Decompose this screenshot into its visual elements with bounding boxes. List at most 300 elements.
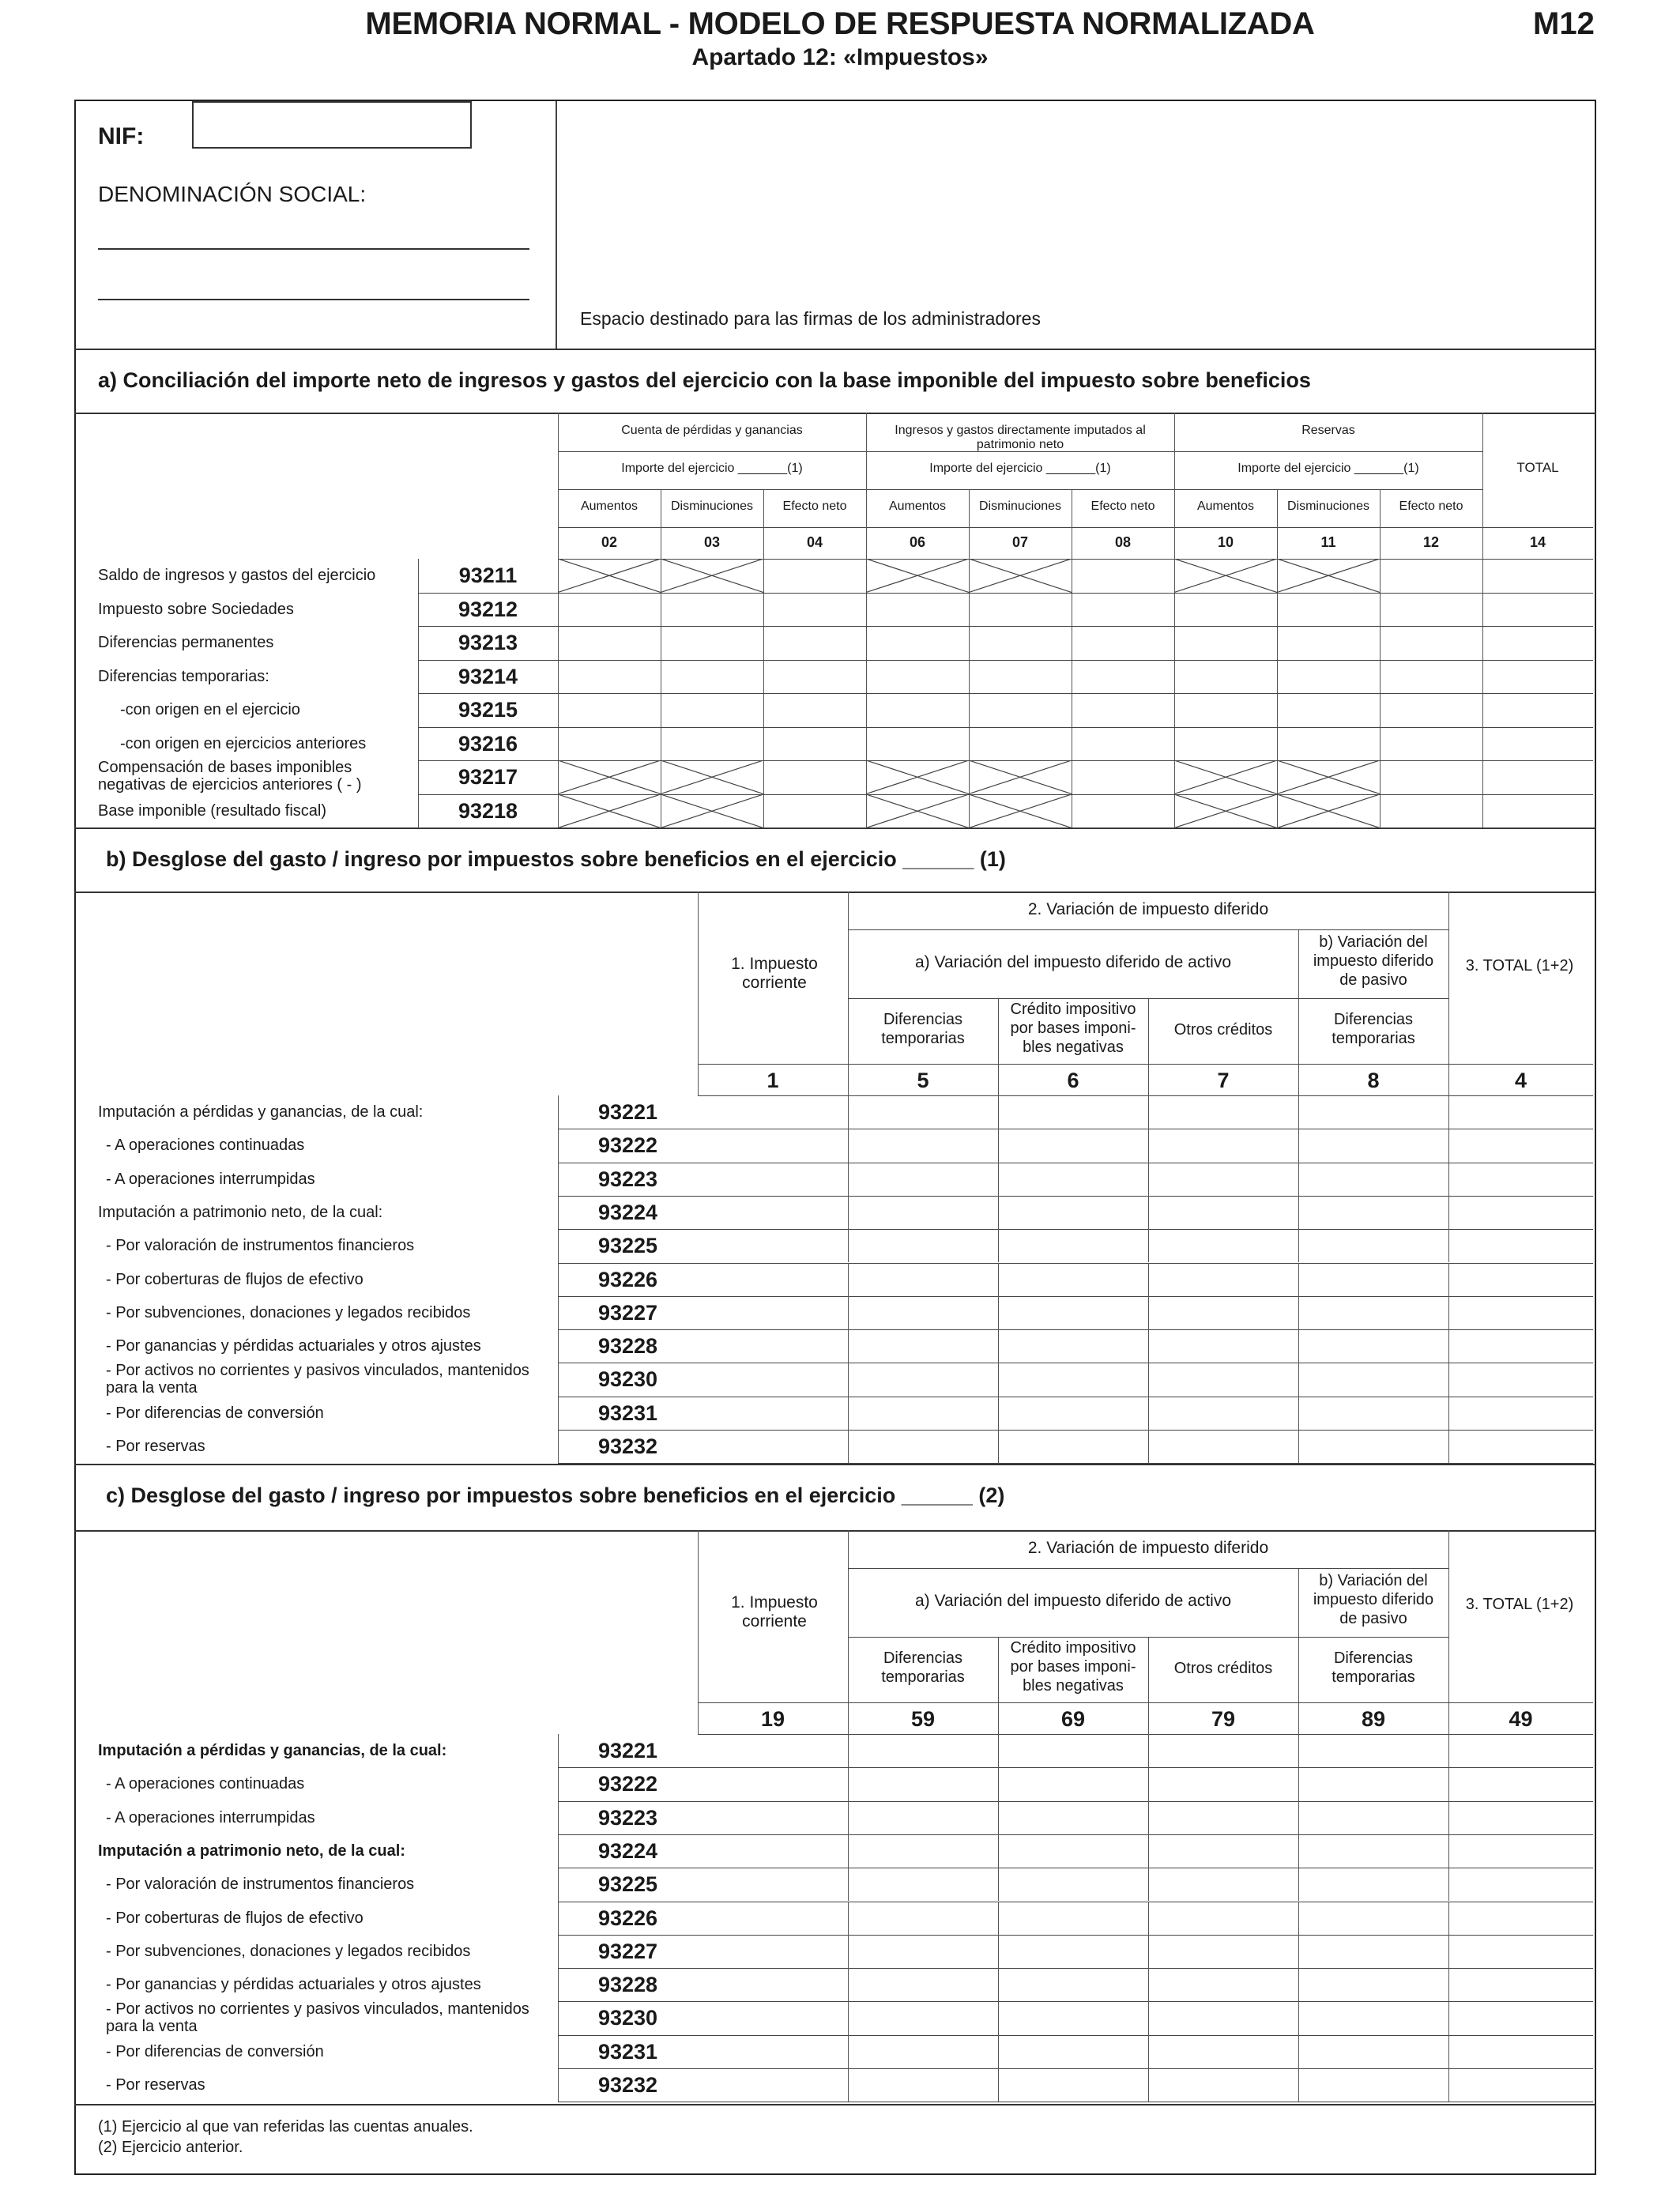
section_b-col-code: 6 (1067, 1069, 1079, 1092)
section_c-row-code: 93225 (597, 1872, 658, 1897)
amount-input[interactable] (1000, 1769, 1147, 1799)
amount-input[interactable] (1150, 1903, 1297, 1933)
amount-input[interactable] (1000, 1130, 1147, 1160)
amount-input[interactable] (699, 2037, 846, 2067)
amount-input[interactable] (1450, 1097, 1591, 1127)
amount-input[interactable] (970, 662, 1070, 692)
amount-input[interactable] (559, 662, 659, 692)
section_c-row-label: Imputación a patrimonio neto, de la cual: (98, 1842, 405, 1860)
amount-input[interactable] (1300, 2037, 1447, 2067)
amount-input[interactable] (849, 1197, 996, 1227)
amount-input[interactable] (1300, 1398, 1447, 1428)
amount-input[interactable] (1150, 1970, 1297, 2000)
section_c-row-code: 93231 (597, 2039, 658, 2064)
section_b-row-code: 93225 (597, 1234, 658, 1258)
section-a-row-code: 93213 (458, 631, 518, 654)
amount-input[interactable] (699, 1364, 846, 1394)
amount-input[interactable] (1300, 1903, 1447, 1933)
amount-input[interactable] (1000, 2037, 1147, 2067)
section_b-col-code: 4 (1514, 1069, 1527, 1092)
amount-input[interactable] (699, 2070, 846, 2100)
amount-input[interactable] (1381, 762, 1481, 793)
amount-input[interactable] (1176, 695, 1275, 726)
section_c-row-label: - Por coberturas de flujos de efectivo (106, 1909, 363, 1927)
amount-input[interactable] (1450, 1803, 1591, 1833)
amount-input[interactable] (849, 1130, 996, 1160)
cross-out-icon (866, 794, 969, 828)
amount-input[interactable] (1073, 560, 1173, 591)
amount-input[interactable] (662, 729, 762, 760)
activo-header: a) Variación del impuesto diferido de activo (915, 953, 1231, 971)
amount-input[interactable] (1000, 1970, 1147, 2000)
amount-input[interactable] (765, 796, 864, 827)
amount-input[interactable] (699, 2003, 846, 2033)
amount-input[interactable] (849, 1769, 996, 1799)
cross-out-icon (661, 760, 763, 794)
section_b-row-code: 93232 (597, 1434, 658, 1458)
amount-input[interactable] (868, 594, 967, 625)
section-a-row-label: Compensación de bases imponibles negativas de ejercicios anteriores ( - ) (98, 759, 362, 794)
amount-input[interactable] (662, 594, 762, 625)
amount-input[interactable] (1450, 1869, 1591, 1899)
amount-input[interactable] (1000, 1364, 1147, 1394)
amount-input[interactable] (1000, 1298, 1147, 1328)
cross-out-icon (866, 760, 969, 794)
amount-input[interactable] (1150, 1836, 1297, 1866)
amount-input[interactable] (1176, 628, 1275, 658)
amount-input[interactable] (1450, 2037, 1591, 2067)
amount-input[interactable] (765, 560, 864, 591)
amount-input[interactable] (1073, 729, 1173, 760)
section-a-group-header: Reservas (1301, 424, 1355, 437)
amount-input[interactable] (559, 594, 659, 625)
amount-input[interactable] (1150, 1265, 1297, 1295)
section_c-row-label: - Por diferencias de conversión (106, 2042, 324, 2060)
amount-input[interactable] (1381, 695, 1481, 726)
amount-input[interactable] (699, 1265, 846, 1295)
amount-input[interactable] (559, 695, 659, 726)
amount-input[interactable] (1450, 1736, 1591, 1766)
cross-out-icon (969, 794, 1072, 828)
section_c-row-label: Imputación a pérdidas y ganancias, de la cual: (98, 1742, 447, 1759)
amount-input[interactable] (1000, 1398, 1147, 1428)
amount-input[interactable] (1300, 1736, 1447, 1766)
section_c-row-code: 93224 (597, 1838, 658, 1863)
amount-input[interactable] (1450, 1903, 1591, 1933)
amount-input[interactable] (1300, 1231, 1447, 1261)
amount-input[interactable] (1381, 560, 1481, 591)
section_c-row-label: - Por reservas (106, 2076, 205, 2094)
section_b-row-code: 93222 (597, 1133, 658, 1158)
amount-input[interactable] (1150, 2003, 1297, 2033)
amount-input[interactable] (699, 1936, 846, 1966)
amount-input[interactable] (1381, 628, 1481, 658)
section-a-title: a) Conciliación del importe neto de ingresos y gastos del ejercicio con la base imponible del impuesto sobre beneficios (98, 368, 1311, 392)
amount-input[interactable] (849, 2003, 996, 2033)
amount-input[interactable] (1300, 1097, 1447, 1127)
section-b-title: b) Desglose del gasto / ingreso por impuestos sobre beneficios en el ejercicio ______ (1) (106, 847, 1006, 871)
amount-input[interactable] (1000, 1097, 1147, 1127)
amount-input[interactable] (849, 1097, 996, 1127)
amount-input[interactable] (1450, 1197, 1591, 1227)
amount-input[interactable] (1300, 1331, 1447, 1361)
amount-input[interactable] (662, 662, 762, 692)
section-a-subcol-header: Aumentos (580, 499, 638, 513)
amount-input[interactable] (699, 1164, 846, 1194)
firmas-label: Espacio destinado para las firmas de los administradores (580, 308, 1041, 329)
section-a-row-code: 93214 (458, 664, 518, 688)
amount-input[interactable] (1176, 594, 1275, 625)
amount-input[interactable] (970, 628, 1070, 658)
amount-input[interactable] (970, 729, 1070, 760)
amount-input[interactable] (699, 1903, 846, 1933)
amount-input[interactable] (1450, 1164, 1591, 1194)
variacion-header: 2. Variación de impuesto diferido (1027, 1539, 1269, 1557)
amount-input[interactable] (1000, 1869, 1147, 1899)
amount-input[interactable] (1000, 1836, 1147, 1866)
amount-input[interactable] (1000, 1936, 1147, 1966)
dif-temp-header: Diferencias temporarias (881, 1649, 965, 1686)
section-a-subcol-header: Efecto neto (1090, 499, 1155, 513)
section-a-row-code: 93217 (458, 765, 518, 789)
amount-input[interactable] (1450, 1398, 1591, 1428)
section_b-row-label: Imputación a pérdidas y ganancias, de la cual: (98, 1103, 424, 1121)
section_b-row-code: 93227 (597, 1300, 658, 1325)
amount-input[interactable] (1300, 1836, 1447, 1866)
amount-input[interactable] (1300, 1869, 1447, 1899)
total-header: 3. TOTAL (1+2) (1465, 957, 1574, 974)
amount-input[interactable] (1000, 1736, 1147, 1766)
amount-input[interactable] (1484, 762, 1591, 793)
section_c-row-code: 93228 (597, 1973, 658, 1997)
amount-input[interactable] (1150, 1331, 1297, 1361)
section_b-row-code: 93223 (597, 1167, 658, 1191)
activo-header: a) Variación del impuesto diferido de activo (915, 1592, 1231, 1610)
amount-input[interactable] (1484, 796, 1591, 827)
amount-input[interactable] (1450, 1298, 1591, 1328)
amount-input[interactable] (699, 1331, 846, 1361)
amount-input[interactable] (1073, 695, 1173, 726)
section_b-row-label: - A operaciones interrumpidas (106, 1170, 315, 1188)
amount-input[interactable] (699, 1970, 846, 2000)
amount-input[interactable] (1073, 628, 1173, 658)
cross-out-icon (558, 760, 661, 794)
amount-input[interactable] (1150, 1736, 1297, 1766)
amount-input[interactable] (1000, 2070, 1147, 2100)
amount-input[interactable] (970, 695, 1070, 726)
amount-input[interactable] (849, 1936, 996, 1966)
firmas-area[interactable] (558, 103, 1593, 348)
amount-input[interactable] (1450, 1130, 1591, 1160)
section-a-col-code: 11 (1320, 534, 1336, 550)
nif-input[interactable] (192, 101, 472, 149)
section_c-row-label: - A operaciones continuadas (106, 1775, 305, 1793)
amount-input[interactable] (849, 1331, 996, 1361)
section-a-row-label: -con origen en ejercicios anteriores (120, 734, 367, 752)
amount-input[interactable] (699, 1803, 846, 1833)
section-a-col-code: 06 (909, 534, 926, 550)
amount-input[interactable] (1279, 594, 1378, 625)
amount-input[interactable] (662, 628, 762, 658)
cross-out-icon (558, 559, 661, 593)
amount-input[interactable] (1300, 1197, 1447, 1227)
section_c-row-label: - A operaciones interrumpidas (106, 1808, 315, 1826)
section_b-row-label: - Por activos no corrientes y pasivos vinculados, mantenidos para la venta (106, 1362, 529, 1397)
otros-creditos-header: Otros créditos (1173, 1660, 1273, 1677)
amount-input[interactable] (1300, 2003, 1447, 2033)
amount-input[interactable] (765, 628, 864, 658)
otros-creditos-header: Otros créditos (1173, 1021, 1273, 1039)
amount-input[interactable] (1150, 2070, 1297, 2100)
section-a-importe-header: Importe del ejercicio _______(1) (929, 462, 1111, 475)
amount-input[interactable] (849, 1164, 996, 1194)
amount-input[interactable] (849, 1364, 996, 1394)
amount-input[interactable] (1150, 1164, 1297, 1194)
amount-input[interactable] (1484, 695, 1591, 726)
amount-input[interactable] (1150, 2037, 1297, 2067)
page-subtitle: Apartado 12: «Impuestos» (691, 44, 989, 70)
amount-input[interactable] (1150, 1231, 1297, 1261)
amount-input[interactable] (1300, 2070, 1447, 2100)
section_c-row-code: 93226 (597, 1906, 658, 1930)
section_c-row-label: - Por ganancias y pérdidas actuariales y otros ajustes (106, 1976, 481, 1994)
amount-input[interactable] (1150, 1936, 1297, 1966)
amount-input[interactable] (699, 1769, 846, 1799)
amount-input[interactable] (1279, 662, 1378, 692)
cross-out-icon (866, 559, 969, 593)
amount-input[interactable] (1176, 662, 1275, 692)
amount-input[interactable] (1450, 1331, 1591, 1361)
section_b-row-code: 93231 (597, 1400, 658, 1425)
amount-input[interactable] (1300, 1803, 1447, 1833)
denominacion-line-1[interactable] (98, 248, 529, 250)
section_c-row-label: - Por subvenciones, donaciones y legados recibidos (106, 1942, 471, 1960)
denominacion-line-2[interactable] (98, 299, 529, 300)
section-a-row-code: 93216 (458, 731, 518, 756)
amount-input[interactable] (1150, 1130, 1297, 1160)
section_b-row-label: - Por coberturas de flujos de efectivo (106, 1270, 363, 1288)
amount-input[interactable] (1000, 2003, 1147, 2033)
amount-input[interactable] (1300, 1130, 1447, 1160)
amount-input[interactable] (1484, 560, 1591, 591)
section-a-total-header: TOTAL (1516, 460, 1559, 475)
amount-input[interactable] (1150, 1398, 1297, 1428)
section-a-group-header: Ingresos y gastos directamente imputados al patrimonio neto (895, 424, 1146, 451)
amount-input[interactable] (699, 1231, 846, 1261)
amount-input[interactable] (1073, 594, 1173, 625)
amount-input[interactable] (1176, 729, 1275, 760)
amount-input[interactable] (849, 1398, 996, 1428)
section-a-col-code: 04 (806, 534, 823, 550)
amount-input[interactable] (699, 1836, 846, 1866)
amount-input[interactable] (1450, 2070, 1591, 2100)
amount-input[interactable] (868, 662, 967, 692)
amount-input[interactable] (868, 628, 967, 658)
amount-input[interactable] (970, 594, 1070, 625)
amount-input[interactable] (1073, 762, 1173, 793)
amount-input[interactable] (1381, 594, 1481, 625)
amount-input[interactable] (1300, 1265, 1447, 1295)
impuesto-corriente-header: 1. Impuesto corriente (731, 1593, 818, 1630)
amount-input[interactable] (1279, 695, 1378, 726)
section_b-row-code: 93221 (597, 1100, 658, 1124)
section-a-col-code: 02 (601, 534, 618, 550)
amount-input[interactable] (868, 729, 967, 760)
section_c-row-code: 93230 (597, 2006, 658, 2030)
amount-input[interactable] (849, 1836, 996, 1866)
amount-input[interactable] (849, 1869, 996, 1899)
amount-input[interactable] (1381, 796, 1481, 827)
section_b-col-code: 8 (1367, 1069, 1380, 1092)
amount-input[interactable] (1300, 1769, 1447, 1799)
section_b-row-label: - A operaciones continuadas (106, 1137, 305, 1155)
model-code: M12 (1533, 6, 1595, 41)
amount-input[interactable] (662, 695, 762, 726)
amount-input[interactable] (849, 1431, 996, 1461)
amount-input[interactable] (849, 1265, 996, 1295)
section_c-col-code: 79 (1211, 1707, 1236, 1731)
amount-input[interactable] (699, 1869, 846, 1899)
amount-input[interactable] (1150, 1298, 1297, 1328)
amount-input[interactable] (1150, 1803, 1297, 1833)
amount-input[interactable] (765, 762, 864, 793)
section_b-row-label: - Por diferencias de conversión (106, 1404, 324, 1422)
amount-input[interactable] (765, 695, 864, 726)
amount-input[interactable] (1279, 729, 1378, 760)
credito-header: Crédito impositivo por bases imponi- bles negativas (1010, 1001, 1136, 1056)
amount-input[interactable] (1450, 1364, 1591, 1394)
amount-input[interactable] (849, 1803, 996, 1833)
section-c-title: c) Desglose del gasto / ingreso por impuestos sobre beneficios en el ejercicio ______ (2) (106, 1483, 1005, 1507)
cross-out-icon (1277, 794, 1380, 828)
amount-input[interactable] (1484, 628, 1591, 658)
section_c-col-code: 49 (1509, 1707, 1533, 1731)
amount-input[interactable] (765, 662, 864, 692)
amount-input[interactable] (1000, 1803, 1147, 1833)
amount-input[interactable] (699, 1736, 846, 1766)
section-a-row-label: Diferencias permanentes (98, 634, 274, 651)
amount-input[interactable] (1000, 1197, 1147, 1227)
section-a-col-code: 07 (1011, 534, 1029, 550)
total-header: 3. TOTAL (1+2) (1465, 1596, 1574, 1613)
dif-temp-header: Diferencias temporarias (881, 1011, 965, 1047)
amount-input[interactable] (699, 1398, 846, 1428)
amount-input[interactable] (1150, 1869, 1297, 1899)
amount-input[interactable] (1381, 662, 1481, 692)
amount-input[interactable] (1300, 1364, 1447, 1394)
section_c-row-label: - Por activos no corrientes y pasivos vinculados, mantenidos para la venta (106, 2000, 529, 2036)
section_c-row-code: 93232 (597, 2073, 658, 2097)
amount-input[interactable] (1150, 1097, 1297, 1127)
amount-input[interactable] (559, 628, 659, 658)
amount-input[interactable] (1073, 662, 1173, 692)
section_c-col-code: 69 (1060, 1707, 1086, 1731)
amount-input[interactable] (765, 729, 864, 760)
amount-input[interactable] (1484, 729, 1591, 760)
section_b-row-label: Imputación a patrimonio neto, de la cual: (98, 1203, 383, 1221)
impuesto-corriente-header: 1. Impuesto corriente (731, 955, 818, 992)
amount-input[interactable] (1000, 1164, 1147, 1194)
section_b-col-code: 7 (1217, 1069, 1230, 1092)
amount-input[interactable] (699, 1197, 846, 1227)
amount-input[interactable] (1450, 1431, 1591, 1461)
section-a-subcol-header: Disminuciones (670, 499, 754, 513)
amount-input[interactable] (1450, 1836, 1591, 1866)
amount-input[interactable] (1150, 1364, 1297, 1394)
amount-input[interactable] (1150, 1769, 1297, 1799)
amount-input[interactable] (1450, 1769, 1591, 1799)
amount-input[interactable] (699, 1431, 846, 1461)
amount-input[interactable] (1300, 1298, 1447, 1328)
section_b-row-label: - Por ganancias y pérdidas actuariales y otros ajustes (106, 1337, 481, 1355)
amount-input[interactable] (559, 729, 659, 760)
section_b-row-code: 93226 (597, 1267, 658, 1291)
section_c-row-code: 93221 (597, 1739, 658, 1762)
section_c-row-label: - Por valoración de instrumentos financieros (106, 1875, 415, 1894)
amount-input[interactable] (1450, 1936, 1591, 1966)
amount-input[interactable] (1000, 1903, 1147, 1933)
amount-input[interactable] (1150, 1197, 1297, 1227)
cross-out-icon (1174, 559, 1277, 593)
section_c-row-code: 93222 (597, 1772, 658, 1796)
amount-input[interactable] (849, 2037, 996, 2067)
dif-temp-pasivo-header: Diferencias temporarias (1332, 1011, 1415, 1047)
amount-input[interactable] (849, 1903, 996, 1933)
amount-input[interactable] (1450, 1231, 1591, 1261)
credito-header: Crédito impositivo por bases imponi- bles negativas (1010, 1639, 1136, 1695)
section_b-row-label: - Por valoración de instrumentos financieros (106, 1237, 415, 1255)
amount-input[interactable] (1300, 1936, 1447, 1966)
amount-input[interactable] (1450, 1265, 1591, 1295)
amount-input[interactable] (849, 2070, 996, 2100)
pasivo-header: b) Variación del impuesto diferido de pasivo (1313, 1572, 1434, 1627)
cross-out-icon (661, 794, 763, 828)
section_b-row-code: 93224 (597, 1200, 658, 1224)
amount-input[interactable] (1300, 1164, 1447, 1194)
amount-input[interactable] (1000, 1265, 1147, 1295)
amount-input[interactable] (1450, 1970, 1591, 2000)
amount-input[interactable] (868, 695, 967, 726)
amount-input[interactable] (849, 1231, 996, 1261)
amount-input[interactable] (1150, 1431, 1297, 1461)
amount-input[interactable] (849, 1298, 996, 1328)
amount-input[interactable] (699, 1097, 846, 1127)
variacion-header: 2. Variación de impuesto diferido (1027, 900, 1269, 918)
amount-input[interactable] (1484, 594, 1591, 625)
amount-input[interactable] (1000, 1331, 1147, 1361)
amount-input[interactable] (1484, 662, 1591, 692)
footnote-1: (1) Ejercicio al que van referidas las cuentas anuales. (98, 2118, 473, 2136)
amount-input[interactable] (699, 1130, 846, 1160)
amount-input[interactable] (1300, 1431, 1447, 1461)
amount-input[interactable] (1000, 1431, 1147, 1461)
section_b-col-code: 1 (767, 1069, 779, 1092)
section-a-group-header: Cuenta de pérdidas y ganancias (621, 424, 803, 437)
amount-input[interactable] (1450, 2003, 1591, 2033)
cross-out-icon (969, 760, 1072, 794)
section-a-importe-header: Importe del ejercicio _______(1) (621, 462, 803, 475)
amount-input[interactable] (765, 594, 864, 625)
amount-input[interactable] (699, 1298, 846, 1328)
amount-input[interactable] (1381, 729, 1481, 760)
amount-input[interactable] (1073, 796, 1173, 827)
amount-input[interactable] (849, 1736, 996, 1766)
amount-input[interactable] (1279, 628, 1378, 658)
amount-input[interactable] (1000, 1231, 1147, 1261)
amount-input[interactable] (1300, 1970, 1447, 2000)
amount-input[interactable] (849, 1970, 996, 2000)
section-a-row-label: -con origen en el ejercicio (120, 701, 300, 718)
